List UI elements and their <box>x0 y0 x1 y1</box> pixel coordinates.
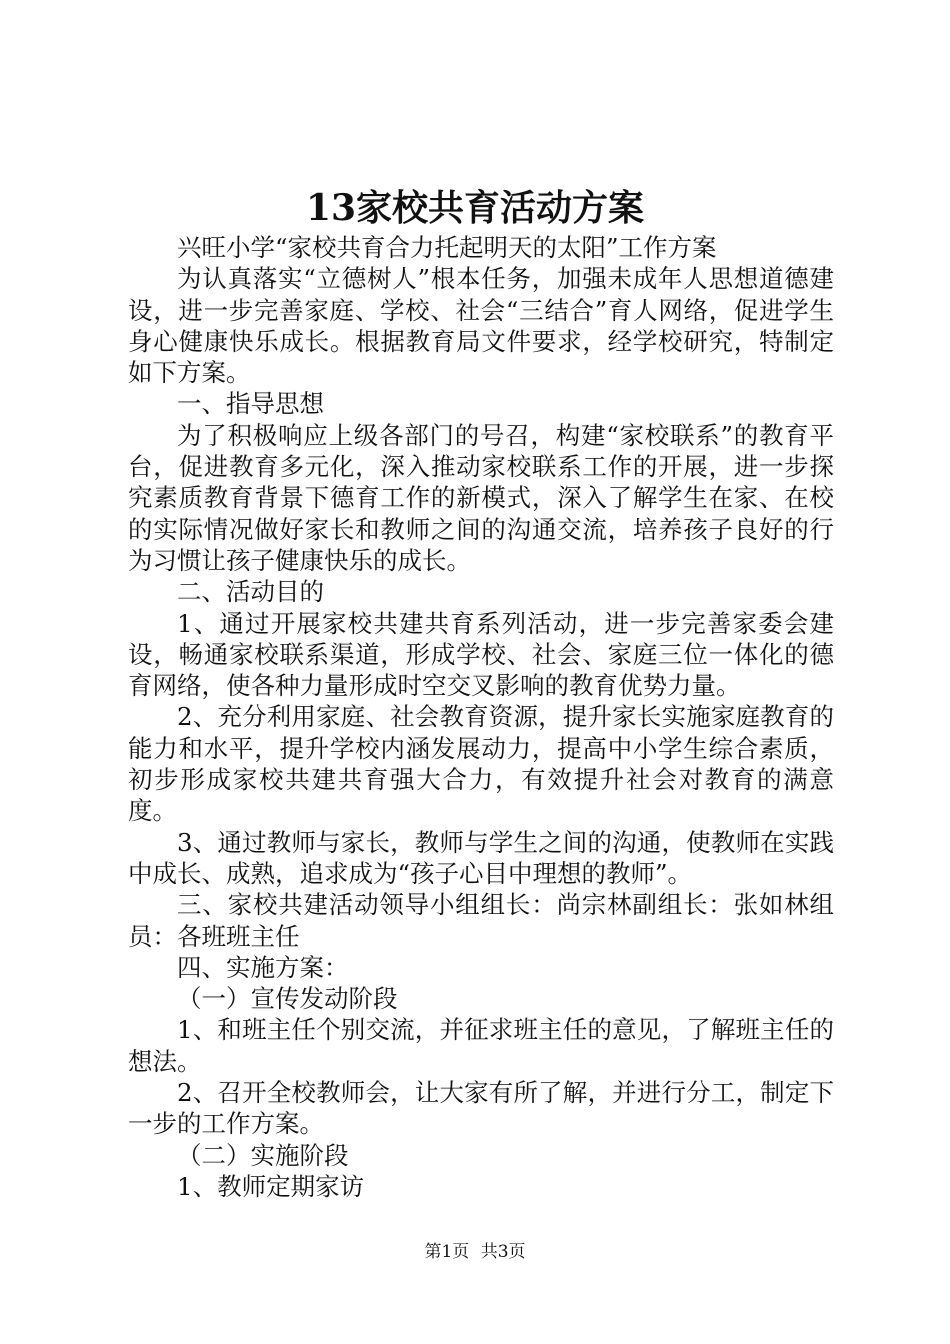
subsection-heading-publicity: （一）宣传发动阶段 <box>177 984 398 1014</box>
paragraph-purpose-2: 2、充分利用家庭、社会教育资源，提升家长实施家庭教育的能力和水平，提升学校内涵发展动力，提高中小学生综合素质，初步形成家校共建共育强大合力，有效提升社会对教育的满意度。 <box>128 702 834 826</box>
subsection-heading-implementation-stage: （二）实施阶段 <box>177 1140 349 1170</box>
document-title: 13家校共育活动方案 <box>305 187 645 229</box>
paragraph-purpose-1: 1、通过开展家校共建共育系列活动，进一步完善家委会建设，畅通家校联系渠道，形成学校、社会、家庭三位一体化的德育网络，使各种力量形成时空交叉影响的教育优势力量。 <box>128 608 834 701</box>
page-footer <box>0 1240 950 1264</box>
paragraph-intro: 为认真落实“立德树人”根本任务，加强未成年人思想道德建设，进一步完善家庭、学校、社会“三结合”育人网络，促进学生身心健康快乐成长。根据教育局文件要求，经学校研究，特制定如下方案。 <box>128 264 834 388</box>
page-number-current: 第1页 <box>424 1242 470 1262</box>
paragraph-subtitle: 兴旺小学“家校共育合力托起明天的太阳”工作方案 <box>177 233 717 262</box>
document-body <box>128 232 834 1202</box>
section-heading-implementation: 四、实施方案： <box>177 952 349 982</box>
page-number-total: 共3页 <box>480 1242 526 1262</box>
paragraph-implementation-1: 1、教师定期家访 <box>177 1171 365 1201</box>
paragraph-purpose-3: 3、通过教师与家长，教师与学生之间的沟通，使教师在实践中成长、成熟，追求成为“孩子心目中理想的教师”。 <box>128 827 834 888</box>
paragraph-publicity-1: 1、和班主任个别交流，并征求班主任的意见，了解班主任的想法。 <box>128 1015 834 1076</box>
section-heading-guiding-ideology: 一、指导思想 <box>177 389 324 419</box>
section-heading-activity-purpose: 二、活动目的 <box>177 577 324 607</box>
paragraph-publicity-2: 2、召开全校教师会，让大家有所了解，并进行分工，制定下一步的工作方案。 <box>128 1078 834 1139</box>
paragraph-guiding-ideology: 为了积极响应上级各部门的号召，构建“家校联系”的教育平台，促进教育多元化，深入推动家校联系工作的开展，进一步探究素质教育背景下德育工作的新模式，深入了解学生在家、在校的实际情况做好家长和教师之间的沟通交流，培养孩子良好的行为习惯让孩子健康快乐的成长。 <box>128 420 834 575</box>
paragraph-leadership-group: 三、家校共建活动领导小组组长：尚宗林副组长：张如林组员：各班班主任 <box>128 890 834 951</box>
